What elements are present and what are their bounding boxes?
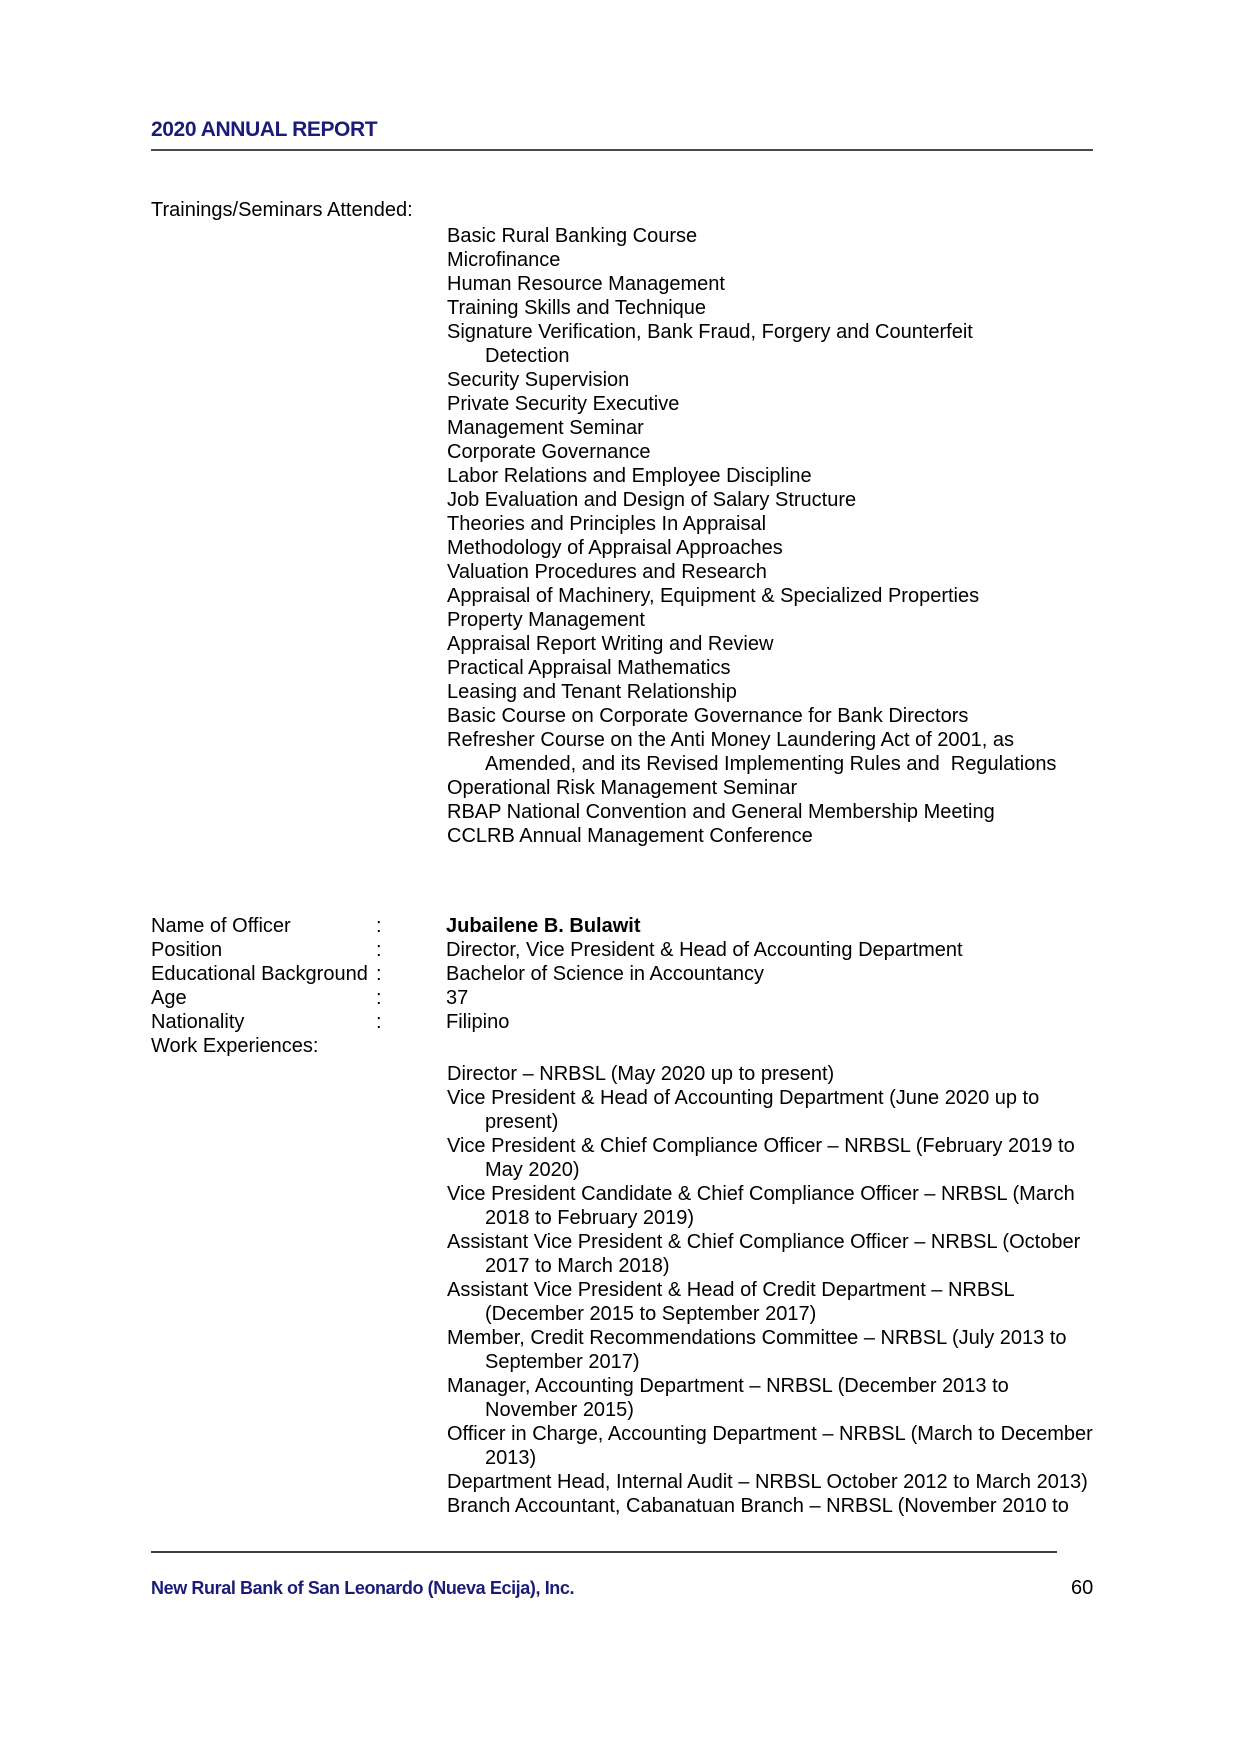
officer-field-label: Educational Background	[151, 963, 368, 985]
training-item: Labor Relations and Employee Discipline	[447, 465, 812, 487]
trainings-list	[447, 224, 1056, 848]
training-item: Appraisal Report Writing and Review	[447, 633, 774, 655]
officer-field-label: Name of Officer	[151, 915, 291, 937]
header-rule	[151, 149, 1093, 151]
work-experience-item: Vice President & Head of Accounting Department (June 2020 up to	[447, 1087, 1040, 1109]
training-item: Practical Appraisal Mathematics	[447, 657, 731, 679]
training-item: Security Supervision	[447, 369, 630, 391]
officer-field-colon: :	[376, 915, 382, 937]
officer-field-colon: :	[376, 939, 382, 961]
training-item: Signature Verification, Bank Fraud, Forgery and Counterfeit	[447, 321, 973, 343]
training-item-continuation: Detection	[485, 345, 570, 367]
trainings-section-label: Trainings/Seminars Attended:	[151, 199, 413, 221]
officer-field-row	[151, 1010, 1101, 1034]
work-experience-item: Department Head, Internal Audit – NRBSL October 2012 to March 2013)	[447, 1471, 1088, 1493]
work-experiences-list	[447, 1062, 1093, 1518]
work-experience-item-continuation: September 2017)	[485, 1351, 640, 1373]
training-item: Theories and Principles In Appraisal	[447, 513, 767, 535]
work-experience-item: Branch Accountant, Cabanatuan Branch – NRBSL (November 2010 to	[447, 1495, 1069, 1517]
officer-field-label: Work Experiences:	[151, 1035, 319, 1057]
work-experience-item-continuation: 2013)	[485, 1447, 537, 1469]
work-experience-item: Manager, Accounting Department – NRBSL (December 2013 to	[447, 1375, 1009, 1397]
training-item-continuation: Amended, and its Revised Implementing Rules and Regulations	[485, 753, 1057, 775]
officer-field-value: Bachelor of Science in Accountancy	[446, 963, 764, 985]
officer-field-value: Filipino	[446, 1011, 510, 1033]
training-item: Operational Risk Management Seminar	[447, 777, 798, 799]
officer-field-row	[151, 962, 1101, 986]
officer-field-value: Jubailene B. Bulawit	[446, 915, 641, 937]
training-item: RBAP National Convention and General Membership Meeting	[447, 801, 995, 823]
officer-field-row	[151, 1034, 1101, 1058]
officer-field-colon: :	[376, 1011, 382, 1033]
officer-field-value: Director, Vice President & Head of Accounting Department	[446, 939, 963, 961]
work-experience-item: Vice President Candidate & Chief Compliance Officer – NRBSL (March	[447, 1183, 1075, 1205]
officer-field-label: Nationality	[151, 1011, 245, 1033]
training-item: Job Evaluation and Design of Salary Structure	[447, 489, 857, 511]
training-item: Methodology of Appraisal Approaches	[447, 537, 783, 559]
officer-field-row	[151, 914, 1101, 938]
training-item: Appraisal of Machinery, Equipment & Specialized Properties	[447, 585, 980, 607]
officer-field-row	[151, 986, 1101, 1010]
work-experience-item-continuation: 2017 to March 2018)	[485, 1255, 670, 1277]
page-header-title: 2020 ANNUAL REPORT	[151, 118, 378, 141]
training-item: Corporate Governance	[447, 441, 651, 463]
training-item: Microfinance	[447, 249, 561, 271]
work-experience-item: Assistant Vice President & Head of Credit Department – NRBSL	[447, 1279, 1015, 1301]
training-item: Basic Course on Corporate Governance for Bank Directors	[447, 705, 969, 727]
training-item: CCLRB Annual Management Conference	[447, 825, 813, 847]
training-item: Management Seminar	[447, 417, 644, 439]
officer-field-row	[151, 938, 1101, 962]
officer-field-colon: :	[376, 963, 382, 985]
training-item: Leasing and Tenant Relationship	[447, 681, 737, 703]
officer-field-colon: :	[376, 987, 382, 1009]
work-experience-item-continuation: present)	[485, 1111, 559, 1133]
officer-info-block	[151, 914, 1101, 1058]
training-item: Valuation Procedures and Research	[447, 561, 767, 583]
work-experience-item-continuation: May 2020)	[485, 1159, 580, 1181]
work-experience-item: Assistant Vice President & Chief Compliance Officer – NRBSL (October	[447, 1231, 1081, 1253]
work-experience-item-continuation: 2018 to February 2019)	[485, 1207, 695, 1229]
officer-field-value: 37	[446, 987, 469, 1009]
work-experience-item: Officer in Charge, Accounting Department – NRBSL (March to December	[447, 1423, 1093, 1445]
footer-page-number: 60	[1071, 1577, 1094, 1599]
officer-field-label: Age	[151, 987, 187, 1009]
training-item: Refresher Course on the Anti Money Laundering Act of 2001, as	[447, 729, 1015, 751]
training-item: Property Management	[447, 609, 645, 631]
training-item: Basic Rural Banking Course	[447, 225, 698, 247]
work-experience-item: Director – NRBSL (May 2020 up to present)	[447, 1063, 835, 1085]
training-item: Training Skills and Technique	[447, 297, 707, 319]
officer-field-label: Position	[151, 939, 223, 961]
work-experience-item: Vice President & Chief Compliance Officer – NRBSL (February 2019 to	[447, 1135, 1075, 1157]
work-experience-item: Member, Credit Recommendations Committee – NRBSL (July 2013 to	[447, 1327, 1067, 1349]
work-experience-item-continuation: November 2015)	[485, 1399, 634, 1421]
footer-bank-name: New Rural Bank of San Leonardo (Nueva Ecija), Inc.	[151, 1578, 575, 1598]
training-item: Private Security Executive	[447, 393, 680, 415]
training-item: Human Resource Management	[447, 273, 725, 295]
footer-rule	[151, 1551, 1057, 1553]
work-experience-item-continuation: (December 2015 to September 2017)	[485, 1303, 817, 1325]
